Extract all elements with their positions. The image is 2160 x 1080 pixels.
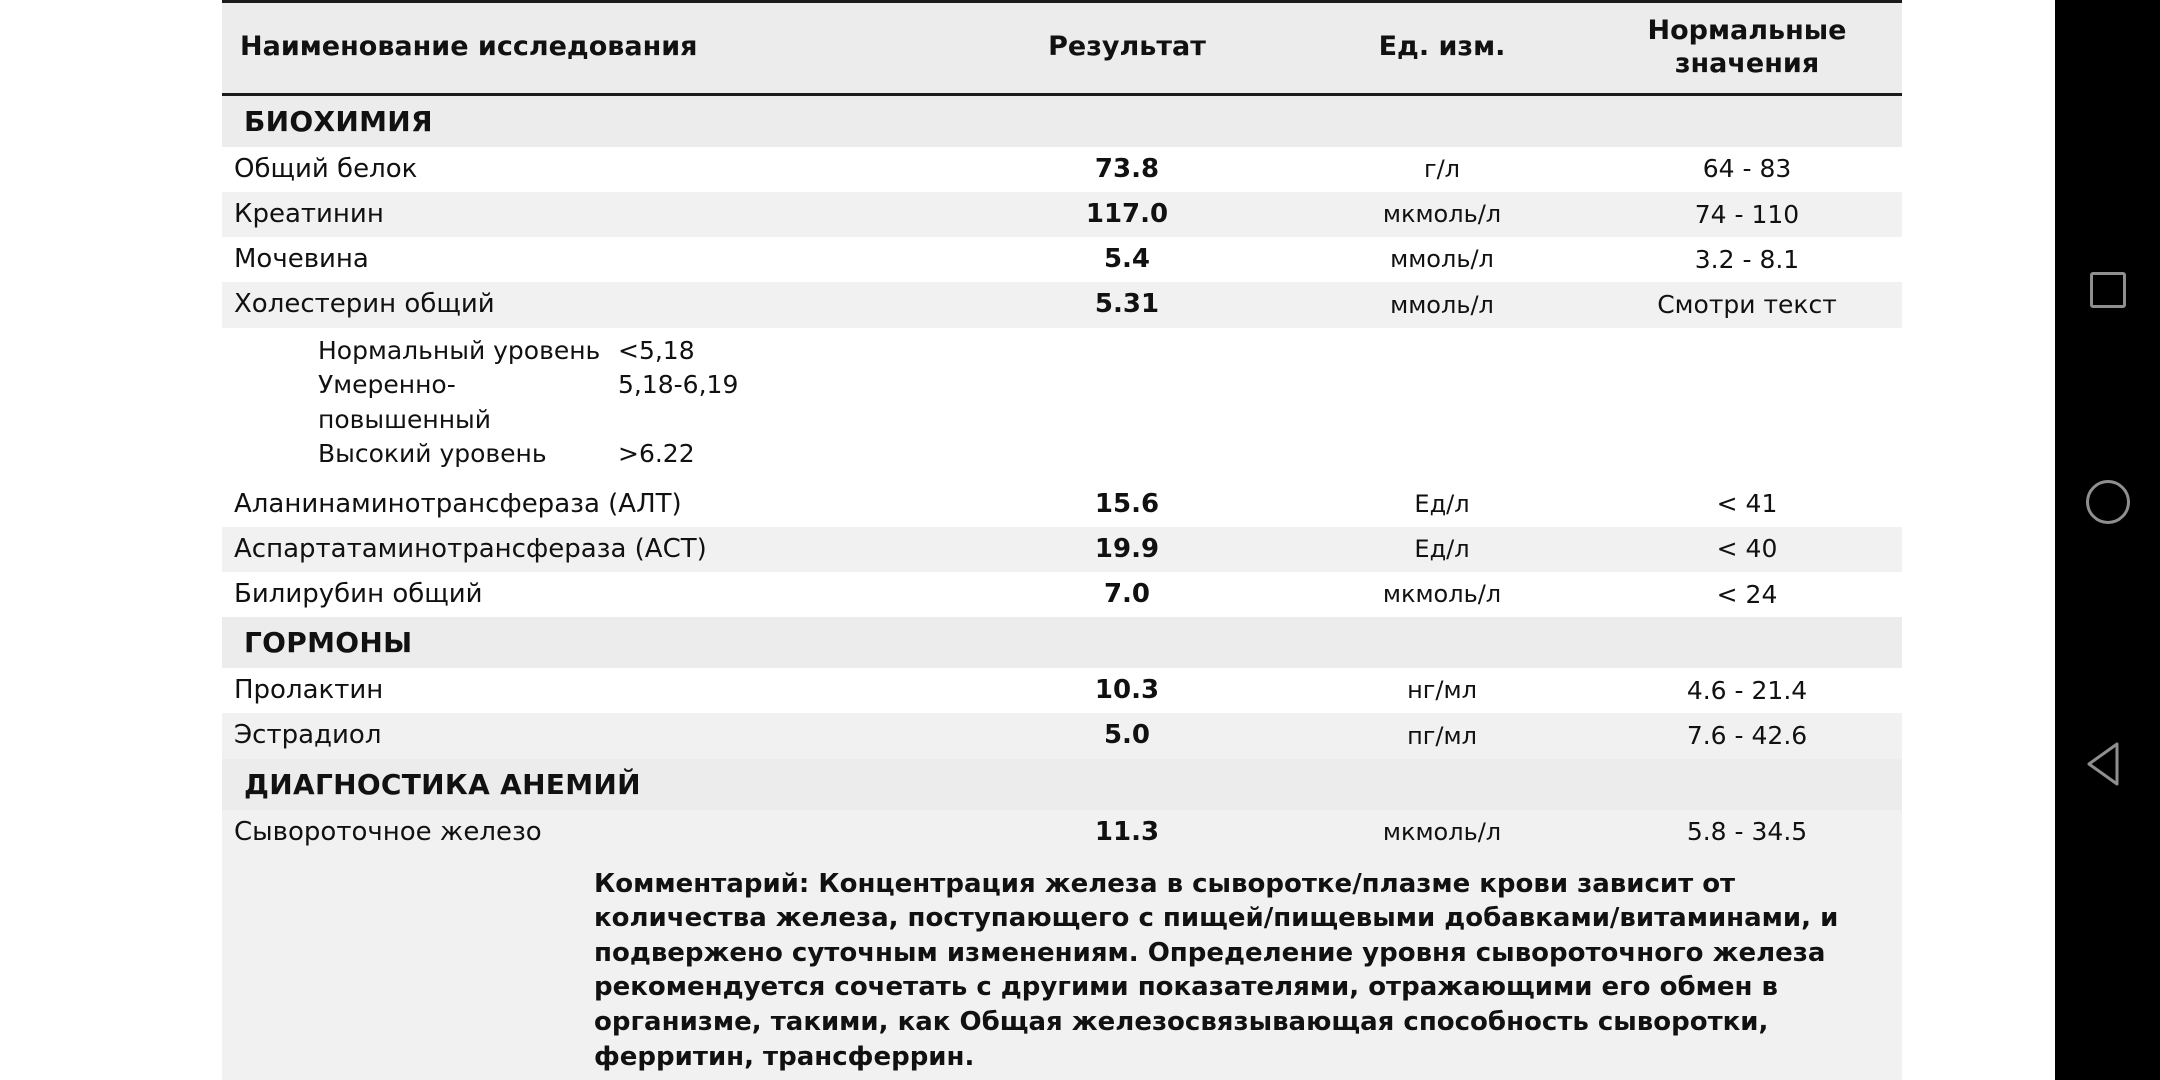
note-label: Нормальный уровень bbox=[318, 335, 601, 365]
note-value: >6.22 bbox=[618, 439, 695, 469]
row-unit: пг/мл bbox=[1292, 713, 1592, 758]
column-header-unit: Ед. изм. bbox=[1292, 2, 1592, 95]
android-navigation-bar bbox=[2055, 0, 2160, 1080]
row-result: 5.4 bbox=[962, 237, 1292, 282]
row-result: 117.0 bbox=[962, 192, 1292, 237]
row-name: Билирубин общий bbox=[222, 572, 962, 617]
row-unit: г/л bbox=[1292, 147, 1592, 192]
note-line bbox=[318, 437, 1902, 472]
row-norm: 64 - 83 bbox=[1592, 147, 1902, 192]
row-name: Креатинин bbox=[222, 192, 962, 237]
table-row bbox=[222, 192, 1902, 237]
triangle-back-icon[interactable] bbox=[2085, 740, 2131, 788]
section-header-biochemistry bbox=[222, 94, 1902, 147]
row-result: 5.0 bbox=[962, 713, 1292, 758]
section-title: БИОХИМИЯ bbox=[222, 94, 1902, 147]
row-result: 5.31 bbox=[962, 282, 1292, 327]
table-header-row bbox=[222, 2, 1902, 95]
table-row bbox=[222, 572, 1902, 617]
row-unit: Ед/л bbox=[1292, 482, 1592, 527]
row-result: 7.0 bbox=[962, 572, 1292, 617]
row-result: 11.3 bbox=[962, 810, 1292, 855]
row-norm: < 40 bbox=[1592, 527, 1902, 572]
row-norm: 4.6 - 21.4 bbox=[1592, 668, 1902, 713]
note-value: 5,18-6,19 bbox=[618, 370, 739, 400]
row-norm: < 24 bbox=[1592, 572, 1902, 617]
row-unit: мкмоль/л bbox=[1292, 572, 1592, 617]
note-block bbox=[222, 328, 1902, 482]
row-name: Общий белок bbox=[222, 147, 962, 192]
row-norm: 7.6 - 42.6 bbox=[1592, 713, 1902, 758]
column-header-norm: Нормальные значения bbox=[1592, 2, 1902, 95]
note-value: <5,18 bbox=[618, 335, 695, 365]
table-row bbox=[222, 237, 1902, 282]
section-header-anemia-diagnostics bbox=[222, 759, 1902, 810]
table-row bbox=[222, 147, 1902, 192]
note-line bbox=[318, 368, 1902, 437]
row-unit: ммоль/л bbox=[1292, 237, 1592, 282]
comment-block bbox=[222, 855, 1902, 1080]
note-line bbox=[318, 334, 1902, 369]
note-label: Высокий уровень bbox=[318, 439, 547, 469]
row-name: Аланинаминотрансфераза (АЛТ) bbox=[222, 482, 962, 527]
row-unit: нг/мл bbox=[1292, 668, 1592, 713]
row-result: 15.6 bbox=[962, 482, 1292, 527]
table-row bbox=[222, 282, 1902, 327]
row-norm: 3.2 - 8.1 bbox=[1592, 237, 1902, 282]
note-label: Умеренно-повышенный bbox=[318, 370, 492, 434]
table-body bbox=[222, 94, 1902, 1080]
comment-row bbox=[222, 855, 1902, 1080]
table-row bbox=[222, 713, 1902, 758]
row-name: Пролактин bbox=[222, 668, 962, 713]
row-unit: мкмоль/л bbox=[1292, 810, 1592, 855]
section-title: ГОРМОНЫ bbox=[222, 617, 1902, 668]
table-row bbox=[222, 810, 1902, 855]
row-unit: Ед/л bbox=[1292, 527, 1592, 572]
cholesterol-reference-note bbox=[222, 328, 1902, 482]
column-header-result: Результат bbox=[962, 2, 1292, 95]
table-row bbox=[222, 527, 1902, 572]
row-name: Мочевина bbox=[222, 237, 962, 282]
row-norm: 74 - 110 bbox=[1592, 192, 1902, 237]
row-norm: < 41 bbox=[1592, 482, 1902, 527]
lab-results-table bbox=[222, 0, 1902, 1080]
comment-gutter bbox=[222, 855, 594, 1080]
row-name: Аспартатаминотрансфераза (АСТ) bbox=[222, 527, 962, 572]
section-header-hormones bbox=[222, 617, 1902, 668]
row-norm: Смотри текст bbox=[1592, 282, 1902, 327]
row-name: Холестерин общий bbox=[222, 282, 962, 327]
section-title: ДИАГНОСТИКА АНЕМИЙ bbox=[222, 759, 1902, 810]
row-unit: мкмоль/л bbox=[1292, 192, 1592, 237]
row-result: 73.8 bbox=[962, 147, 1292, 192]
comment-text: Комментарий: Концентрация железа в сыворотке/плазме крови зависит от количества железа, поступающего с пищей/пищевыми добавками/витаминами, и подвержено суточным изменениям. Определение уровня сывороточного железа рекомендуется сочетать с другими показателями, отражающими его обмен в организме, такими, как Общая железосвязывающая способность сыворотки, ферритин, трансферрин. bbox=[594, 855, 1902, 1080]
row-name: Сывороточное железо bbox=[222, 810, 962, 855]
column-header-name: Наименование исследования bbox=[222, 2, 962, 95]
row-unit: ммоль/л bbox=[1292, 282, 1592, 327]
row-norm: 5.8 - 34.5 bbox=[1592, 810, 1902, 855]
row-name: Эстрадиол bbox=[222, 713, 962, 758]
circle-icon[interactable] bbox=[2086, 480, 2130, 524]
square-icon[interactable] bbox=[2090, 272, 2126, 308]
table-header bbox=[222, 2, 1902, 95]
row-result: 19.9 bbox=[962, 527, 1292, 572]
row-result: 10.3 bbox=[962, 668, 1292, 713]
table-row bbox=[222, 482, 1902, 527]
table-row bbox=[222, 668, 1902, 713]
